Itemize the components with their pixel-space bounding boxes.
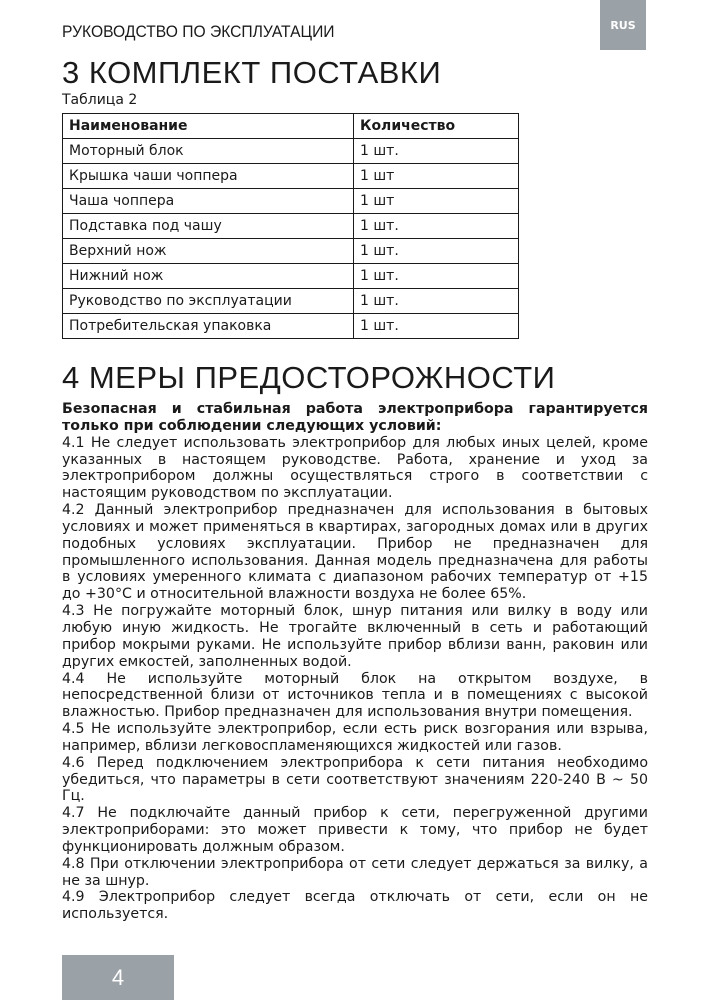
precaution-paragraph: 4.7 Не подключайте данный прибор к сети, перегруженной другими электроприборами: это может привести к тому, что прибор не будет функционировать должным образом. [62,805,648,855]
page-number: 4 [62,955,174,1000]
precautions-text [62,401,648,923]
column-header-quantity: Количество [354,114,519,139]
section-3-title: 3 КОМПЛЕКТ ПОСТАВКИ [62,55,442,90]
running-header: РУКОВОДСТВО ПО ЭКСПЛУАТАЦИИ [62,22,335,41]
item-name: Руководство по эксплуатации [63,289,354,314]
precaution-paragraph: 4.1 Не следует использовать электроприбор для любых иных целей, кроме указанных в настоящем руководстве. Работа, хранение и уход за электроприбором должны осуществляться строго в соответствии с настоящим руководством по эксплуатации. [62,434,648,502]
table-row [63,164,519,189]
item-name: Подставка под чашу [63,214,354,239]
item-name: Моторный блок [63,139,354,164]
language-badge: RUS [600,0,646,50]
section-4-title: 4 МЕРЫ ПРЕДОСТОРОЖНОСТИ [62,360,556,395]
column-header-name: Наименование [63,114,354,139]
precaution-paragraph: 4.5 Не используйте электроприбор, если есть риск возгорания или взрыва, например, вблизи легковоспламеняющихся жидкостей или газов. [62,721,648,754]
precautions-lead: Безопасная и стабильная работа электроприбора гарантируется только при соблюдении следующих условий: [62,401,648,434]
table-row [63,264,519,289]
item-quantity: 1 шт. [354,264,519,289]
item-name: Нижний нож [63,264,354,289]
precaution-paragraph: 4.2 Данный электроприбор предназначен для использования в бытовых условиях и может применяться в квартирах, загородных домах или в других подобных условиях эксплуатации. Прибор не предназначен для промышленного использования. Данная модель предназначена для работы в условиях умеренного климата с диапазоном рабочих температур от +15 до +30°С и относительной влажности воздуха не более 65%. [62,502,648,603]
precaution-paragraph: 4.6 Перед подключением электроприбора к сети питания необходимо убедиться, что параметры в сети соответствуют значениям 220-240 В ~ 50 Гц. [62,754,648,805]
item-quantity: 1 шт. [354,289,519,314]
item-quantity: 1 шт [354,189,519,214]
item-quantity: 1 шт. [354,239,519,264]
item-quantity: 1 шт. [354,314,519,339]
table-row [63,314,519,339]
item-name: Верхний нож [63,239,354,264]
table-row [63,239,519,264]
item-quantity: 1 шт. [354,139,519,164]
table-row [63,189,519,214]
item-quantity: 1 шт [354,164,519,189]
precaution-paragraph: 4.4 Не используйте моторный блок на открытом воздухе, в непосредственной близи от источников тепла и в помещениях с высокой влажностью. Прибор предназначен для использования внутри помещения. [62,670,648,721]
item-name: Потребительская упаковка [63,314,354,339]
item-name: Крышка чаши чоппера [63,164,354,189]
delivery-set-table [62,113,519,339]
precaution-paragraph: 4.9 Электроприбор следует всегда отключать от сети, если он не используется. [62,889,648,923]
table-header-row [63,114,519,139]
precaution-paragraph: 4.3 Не погружайте моторный блок, шнур питания или вилку в воду или любую иную жидкость. Не трогайте включенный в сеть и работающий прибор мокрыми руками. Не используйте прибор вблизи ванн, раковин или других емкостей, заполненных водой. [62,603,648,670]
precaution-paragraph: 4.8 При отключении электроприбора от сети следует держаться за вилку, а не за шнур. [62,855,648,889]
table-row [63,214,519,239]
table-row [63,139,519,164]
table-row [63,289,519,314]
table-caption: Таблица 2 [62,92,138,108]
item-quantity: 1 шт. [354,214,519,239]
item-name: Чаша чоппера [63,189,354,214]
